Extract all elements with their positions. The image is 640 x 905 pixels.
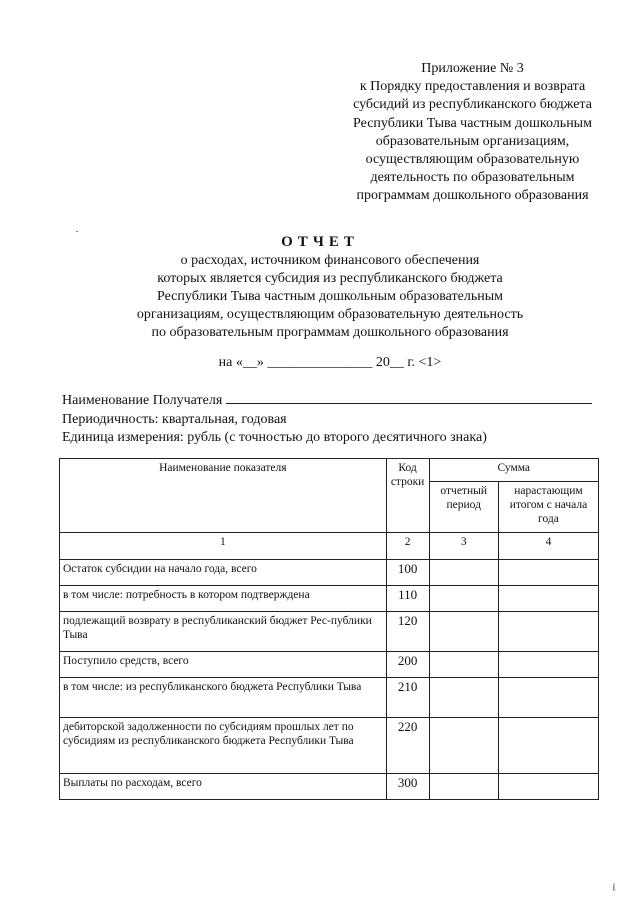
recipient-blank-field (226, 391, 592, 404)
row-code: 200 (386, 652, 429, 678)
table-header-row (60, 459, 599, 482)
row-name: дебиторской задолженности по субсидиям прошлых лет по субсидиям из республиканского бюджета Республики Тыва (60, 718, 387, 774)
recipient-line (62, 391, 622, 411)
row-code: 210 (386, 678, 429, 718)
header-name: Наименование показателя (60, 459, 387, 533)
row-name: Остаток субсидии на начало года, всего (60, 560, 387, 586)
appendix-line: Республики Тыва частным дошкольным (353, 115, 592, 131)
table-row (60, 560, 599, 586)
appendix-reference (335, 60, 610, 206)
subtitle-line: организациям, осуществляющим образовательную деятельность (136, 307, 524, 322)
column-number-row (60, 533, 599, 560)
appendix-line: программам дошкольного образования (356, 188, 589, 204)
row-code: 110 (386, 586, 429, 612)
row-code: 300 (386, 774, 429, 800)
report-meta (62, 391, 622, 448)
header-sum: Сумма (429, 459, 598, 482)
row-value-current (429, 774, 498, 800)
scan-speck (76, 231, 78, 232)
row-value-current (429, 718, 498, 774)
row-name: Поступило средств, всего (60, 652, 387, 678)
row-value-current (429, 586, 498, 612)
appendix-line: образовательным организациям, (375, 133, 570, 149)
table-row (60, 774, 599, 800)
report-date-line: на «__» _______________ 20__ г. <1> (218, 355, 442, 370)
column-number: 2 (386, 533, 429, 560)
appendix-line: осуществляющим образовательную (365, 152, 580, 168)
row-value-current (429, 652, 498, 678)
header-current-period: отчетный период (429, 482, 498, 533)
appendix-line: Приложение № 3 (421, 61, 524, 76)
subtitle-line: о расходах, источником финансового обеспечения (180, 253, 480, 268)
row-value-current (429, 678, 498, 718)
subtitle-line: по образовательным программам дошкольного образования (151, 325, 509, 340)
row-value-cumulative (498, 652, 598, 678)
column-number: 3 (429, 533, 498, 560)
table-row (60, 678, 599, 718)
row-code: 100 (386, 560, 429, 586)
subtitle-line: Республики Тыва частным дошкольным образовательным (157, 289, 503, 304)
row-code: 120 (386, 612, 429, 652)
row-name: в том числе: из республиканского бюджета Республики Тыва (60, 678, 387, 718)
table-row (60, 718, 599, 774)
column-number: 1 (60, 533, 387, 560)
report-subtitle (60, 252, 600, 342)
table-row (60, 652, 599, 678)
table-row (60, 586, 599, 612)
appendix-line: деятельность по образовательным (370, 170, 575, 186)
row-value-current (429, 612, 498, 652)
row-code: 220 (386, 718, 429, 774)
unit-line: Единица измерения: рубль (с точностью до второго десятичного знака) (62, 430, 487, 445)
row-value-cumulative (498, 560, 598, 586)
table-row (60, 612, 599, 652)
row-value-cumulative (498, 678, 598, 718)
row-value-cumulative (498, 774, 598, 800)
report-title: ОТЧЕТ (281, 234, 359, 250)
header-code: Код строки (386, 459, 429, 533)
row-value-cumulative (498, 718, 598, 774)
subtitle-line: которых является субсидия из республиканского бюджета (157, 271, 503, 286)
row-name: подлежащий возврату в республиканский бюджет Рес-публики Тыва (60, 612, 387, 652)
row-value-cumulative (498, 612, 598, 652)
appendix-line: к Порядку предоставления и возврата (359, 79, 586, 95)
row-value-current (429, 560, 498, 586)
page-corner-mark: 𝓁 (609, 882, 618, 895)
row-value-cumulative (498, 586, 598, 612)
periodicity-line: Периодичность: квартальная, годовая (62, 411, 287, 427)
row-name: Выплаты по расходам, всего (60, 774, 387, 800)
recipient-label: Наименование Получателя (62, 393, 223, 408)
header-cumulative: нарастающим итогом с начала года (498, 482, 598, 533)
appendix-line: субсидий из республиканского бюджета (353, 97, 592, 113)
row-name: в том числе: потребность в котором подтверждена (60, 586, 387, 612)
column-number: 4 (498, 533, 598, 560)
report-table (59, 458, 599, 800)
